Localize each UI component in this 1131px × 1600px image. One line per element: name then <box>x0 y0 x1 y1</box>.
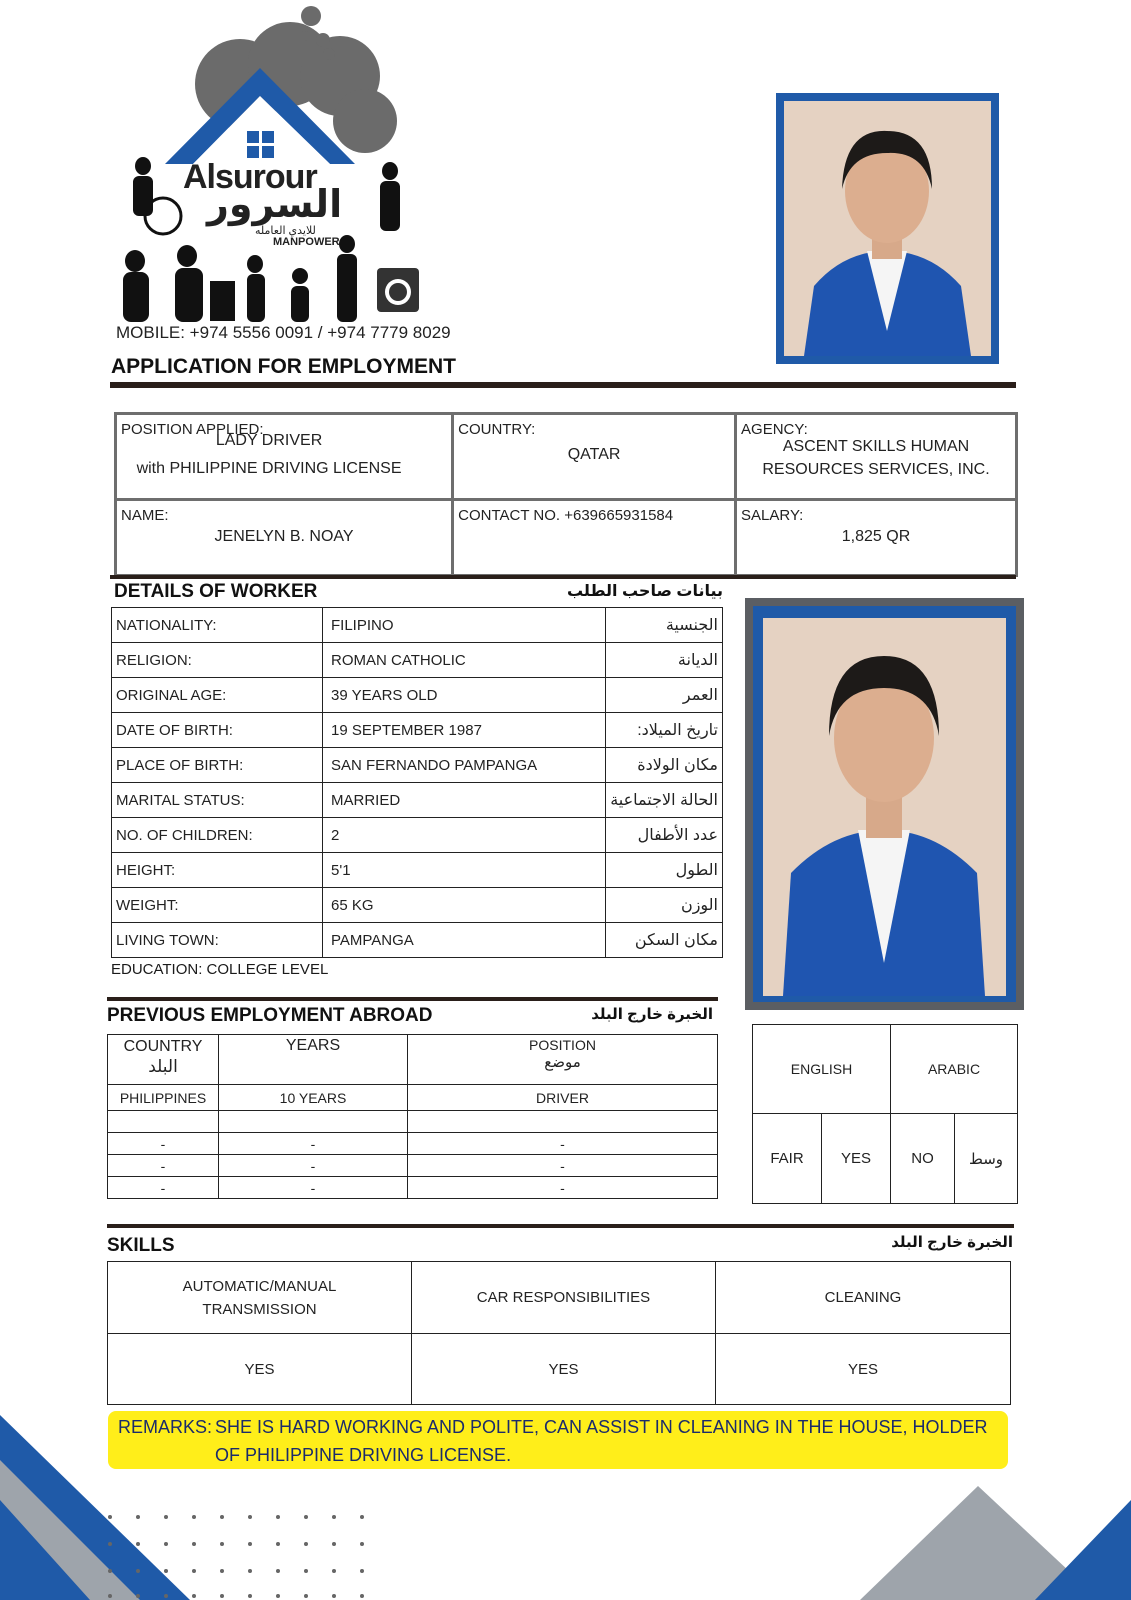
employment-country: PHILIPPINES <box>108 1085 219 1111</box>
logo-arabic-wordmark: السرور <box>207 184 343 226</box>
detail-label: ORIGINAL AGE: <box>112 678 323 713</box>
employment-years: - <box>219 1155 408 1177</box>
employment-position <box>408 1111 718 1133</box>
detail-label: HEIGHT: <box>112 853 323 888</box>
detail-value: MARRIED <box>323 783 606 818</box>
detail-label-arabic: الطول <box>606 853 723 888</box>
portrait-icon <box>784 101 991 356</box>
employment-country: - <box>108 1177 219 1199</box>
detail-label-arabic: العمر <box>606 678 723 713</box>
employment-position: DRIVER <box>408 1085 718 1111</box>
detail-value: SAN FERNANDO PAMPANGA <box>323 748 606 783</box>
details-title-arabic: بيانات صاحب الطلب <box>566 583 723 600</box>
employment-rule <box>107 997 718 1001</box>
detail-label-arabic: عدد الأطفال <box>606 818 723 853</box>
employment-years <box>219 1111 408 1133</box>
detail-value: 5'1 <box>323 853 606 888</box>
skills-rule <box>107 1224 1014 1228</box>
detail-label: DATE OF BIRTH: <box>112 713 323 748</box>
col-position-header: POSITION موضع <box>408 1035 718 1085</box>
application-summary-table <box>114 412 1018 577</box>
applicant-photo-large <box>745 598 1024 1010</box>
position-applied-label: POSITION APPLIED: <box>121 421 264 438</box>
language-level-yes: YES <box>822 1114 891 1204</box>
page-title: APPLICATION FOR EMPLOYMENT <box>111 355 456 378</box>
detail-label-arabic: مكان الولادة <box>606 748 723 783</box>
position-applied-value-line2: with PHILIPPINE DRIVING LICENSE <box>136 460 402 477</box>
employment-years: - <box>219 1177 408 1199</box>
agency-label: AGENCY: <box>741 421 808 438</box>
employment-years: 10 YEARS <box>219 1085 408 1111</box>
skill-car-responsibilities-value: YES <box>412 1334 716 1405</box>
title-rule <box>110 382 1016 388</box>
detail-label: NO. OF CHILDREN: <box>112 818 323 853</box>
detail-row <box>112 678 723 713</box>
col-years-header: YEARS <box>219 1035 408 1085</box>
name-value: JENELYN B. NOAY <box>214 528 354 545</box>
logo-arabic-subtitle: للايدي العامله <box>255 225 316 237</box>
detail-row <box>112 888 723 923</box>
language-level-fair: FAIR <box>753 1114 822 1204</box>
salary-value: 1,825 QR <box>841 528 911 545</box>
country-value: QATAR <box>567 446 621 463</box>
language-level-arabic: وسط <box>955 1114 1018 1204</box>
skills-title: SKILLS <box>107 1235 175 1256</box>
language-english: ENGLISH <box>753 1025 891 1114</box>
skill-transmission-value: YES <box>108 1334 412 1405</box>
detail-value: 39 YEARS OLD <box>323 678 606 713</box>
detail-label: WEIGHT: <box>112 888 323 923</box>
detail-value: 2 <box>323 818 606 853</box>
agency-value-line2: RESOURCES SERVICES, INC. <box>762 461 990 478</box>
position-applied-cell <box>116 414 453 500</box>
contact-number: CONTACT NO. +639665931584 <box>458 507 674 524</box>
detail-label-arabic: الجنسية <box>606 608 723 643</box>
detail-label: PLACE OF BIRTH: <box>112 748 323 783</box>
details-rule <box>110 575 1016 579</box>
employment-country: - <box>108 1155 219 1177</box>
employment-row <box>108 1085 718 1111</box>
detail-row <box>112 713 723 748</box>
mobile-numbers: MOBILE: +974 5556 0091 / +974 7779 8029 <box>116 323 451 342</box>
logo-wordmark: Alsurour <box>183 158 317 196</box>
employment-position: - <box>408 1177 718 1199</box>
salary-cell <box>736 500 1017 576</box>
employment-position: - <box>408 1155 718 1177</box>
remarks-box <box>108 1411 1008 1469</box>
employment-row <box>108 1155 718 1177</box>
detail-row <box>112 783 723 818</box>
detail-label-arabic: تاريخ الميلاد: <box>606 713 723 748</box>
detail-row <box>112 818 723 853</box>
detail-label-arabic: الوزن <box>606 888 723 923</box>
detail-row <box>112 608 723 643</box>
employment-country <box>108 1111 219 1133</box>
employment-row <box>108 1133 718 1155</box>
skill-cleaning-value: YES <box>716 1334 1011 1405</box>
name-label: NAME: <box>121 507 169 524</box>
language-level-no: NO <box>891 1114 955 1204</box>
company-logo <box>115 6 435 324</box>
skill-car-responsibilities: CAR RESPONSIBILITIES <box>412 1262 716 1334</box>
detail-value: 19 SEPTEMBER 1987 <box>323 713 606 748</box>
country-cell <box>453 414 736 500</box>
remarks-line1: SHE IS HARD WORKING AND POLITE, CAN ASSIST IN CLEANING IN THE HOUSE, HOLDER <box>215 1417 988 1437</box>
skill-cleaning: CLEANING <box>716 1262 1011 1334</box>
agency-value: ASCENT SKILLS HUMAN <box>782 438 970 455</box>
worker-details-table <box>111 607 723 958</box>
employment-title-arabic: الخبرة خارج البلد <box>591 1006 713 1023</box>
detail-value: 65 KG <box>323 888 606 923</box>
detail-label: RELIGION: <box>112 643 323 678</box>
detail-row <box>112 643 723 678</box>
position-applied-value: LADY DRIVER <box>215 432 323 449</box>
detail-label-arabic: مكان السكن <box>606 923 723 958</box>
education-level: EDUCATION: COLLEGE LEVEL <box>111 961 329 978</box>
logo-subtitle: MANPOWER <box>273 236 340 248</box>
remarks-label: REMARKS: <box>118 1417 213 1437</box>
agency-cell <box>736 414 1017 500</box>
applicant-photo-small <box>776 93 999 364</box>
detail-label: LIVING TOWN: <box>112 923 323 958</box>
contact-cell <box>453 500 736 576</box>
employment-row <box>108 1177 718 1199</box>
skills-table <box>107 1261 1011 1405</box>
employment-row <box>108 1111 718 1133</box>
name-cell <box>116 500 453 576</box>
employment-country: - <box>108 1133 219 1155</box>
portrait-icon <box>763 618 1006 996</box>
details-title: DETAILS OF WORKER <box>114 581 318 602</box>
detail-label-arabic: الحالة الاجتماعية <box>606 783 723 818</box>
employment-position: - <box>408 1133 718 1155</box>
skills-title-arabic: الخبرة خارج البلد <box>891 1234 1013 1251</box>
language-arabic: ARABIC <box>891 1025 1018 1114</box>
detail-row <box>112 923 723 958</box>
detail-label-arabic: الديانة <box>606 643 723 678</box>
detail-value: FILIPINO <box>323 608 606 643</box>
detail-row <box>112 853 723 888</box>
detail-row <box>112 748 723 783</box>
detail-value: PAMPANGA <box>323 923 606 958</box>
skill-transmission: AUTOMATIC/MANUAL TRANSMISSION <box>108 1262 412 1334</box>
employment-table <box>107 1034 718 1199</box>
employment-title: PREVIOUS EMPLOYMENT ABROAD <box>107 1005 433 1026</box>
detail-label: NATIONALITY: <box>112 608 323 643</box>
country-label: COUNTRY: <box>458 421 536 438</box>
col-country-header: COUNTRY البلد <box>108 1035 219 1085</box>
language-table <box>752 1024 1018 1204</box>
detail-label: MARITAL STATUS: <box>112 783 323 818</box>
detail-value: ROMAN CATHOLIC <box>323 643 606 678</box>
employment-years: - <box>219 1133 408 1155</box>
salary-label: SALARY: <box>741 507 804 524</box>
remarks-line2: OF PHILIPPINE DRIVING LICENSE. <box>215 1445 512 1465</box>
